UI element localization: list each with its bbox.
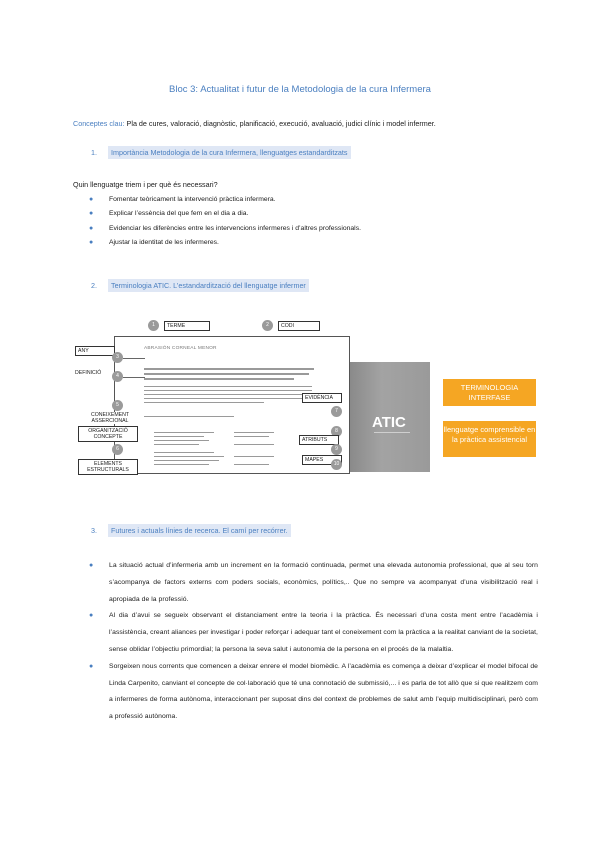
marker-5: 5 xyxy=(112,400,123,411)
label-mapes: MAPES xyxy=(302,455,342,465)
label-definicio: DEFINICIÓ xyxy=(75,370,102,376)
list-item: ● La situació actual d’infermeria amb un increment en la formació continuada, permet una elevada autonomia professional, que al seu torn s’acompanya de factors externs com poders socials, econòmics, polítics,.. Que no sempre va acompanyat d’una visibilització real i apropiada de la professió. xyxy=(73,558,538,608)
section-number: 3. xyxy=(91,526,97,535)
marker-2: 2 xyxy=(262,320,273,331)
section-number: 1. xyxy=(91,148,97,157)
label-codi: CODI xyxy=(278,321,320,331)
label-any: ANY xyxy=(75,346,115,356)
list-item: ● Fomentar teòricament la intervenció pràctica infermera. xyxy=(89,196,276,203)
terminology-interface-box: TERMINOLOGIA INTERFASE xyxy=(442,378,537,407)
section-number: 2. xyxy=(91,281,97,290)
atic-book-cover xyxy=(350,362,430,472)
marker-10: 10 xyxy=(331,459,342,470)
key-concepts-label: Conceptes clau: xyxy=(73,119,125,128)
atic-diagram-figure xyxy=(74,316,349,474)
book-title: ATIC xyxy=(372,414,406,431)
label-coneixement: CONEIXEMENT ASSERCIONAL xyxy=(79,412,141,424)
marker-8: 8 xyxy=(331,426,342,437)
bullet-icon: ● xyxy=(89,662,94,670)
bullet-icon: ● xyxy=(89,210,94,218)
bullet-icon: ● xyxy=(89,224,94,232)
section3-bullet-list xyxy=(73,558,538,726)
section-title: Futures i actuals línies de recerca. El camí per recórrer. xyxy=(108,524,291,537)
list-item: ● Evidenciar les diferències entre les intervencions infermeres i d’altres professionals. xyxy=(89,224,361,232)
marker-7: 7 xyxy=(331,406,342,417)
bullet-icon: ● xyxy=(89,612,94,620)
marker-9: 9 xyxy=(331,444,342,455)
term-card-heading: ABRASIÓN CORNEAL MENOR xyxy=(144,346,217,351)
list-item: ● Ajustar la identitat de les infermeres. xyxy=(89,239,219,247)
comprehensible-language-box: llenguatge comprensible en la pràctica assistencial xyxy=(442,420,537,458)
list-item: ● Al dia d’avui se segueix observant el distanciament entre la teoria i la pràctica. És necessari d’una costa ment entre l’acadèmia i l’assistència, creant aliances per investigar i poder reforçar i adequar tant el coneixement com la pràctica a la realitat canviant de la societat, sense oblidar l’objectiu primordial; la persona la seva salut i autonomia de la persona en el procés de la malaltia. xyxy=(73,608,538,658)
list-item: ● Sorgeixen nous corrents que comencen a deixar enrere el model biomèdic. A l’acadèmia es comença a deixar d’explicar el model bifocal de Linda Carpenito, canviant el concepte de col·laboració que té una connotació de submissió,... i es parla de tot allò que si que realitzem com a infermeres de forma autònoma, interaccionant per suposat dins del context de problemes de salut amb l’equip multidisciplinari, però com a professió autònoma. xyxy=(73,659,538,726)
term-card xyxy=(114,336,350,474)
marker-3: 3 xyxy=(112,352,123,363)
label-elements: ELEMENTS ESTRUCTURALS xyxy=(78,459,138,475)
section1-question: Quin llenguatge triem i per què és necessari? xyxy=(73,180,218,189)
label-evidencia: EVIDÈNCIA xyxy=(302,393,342,403)
section-title: Importància Metodologia de la cura Infermera, llenguatges estandarditzats xyxy=(108,146,351,159)
list-item: ● Explicar l’essència del que fem en el dia a dia. xyxy=(89,210,249,218)
marker-4: 4 xyxy=(112,371,123,382)
bullet-icon: ● xyxy=(89,239,94,247)
label-terme: TERME xyxy=(164,321,210,331)
marker-1: 1 xyxy=(148,320,159,331)
section-title: Terminologia ATIC. L’estandardització del llenguatge infermer xyxy=(108,279,309,292)
bullet-icon: ● xyxy=(89,196,94,203)
bullet-icon: ● xyxy=(89,562,94,569)
document-title: Bloc 3: Actualitat i futur de la Metodologia de la cura Infermera xyxy=(169,84,431,95)
marker-6: 6 xyxy=(112,444,123,455)
label-atributs: ATRIBUTS xyxy=(299,435,339,445)
key-concepts xyxy=(73,119,543,128)
key-concepts-text: Pla de cures, valoració, diagnòstic, planificació, execució, avaluació, judici clínic i model infermer. xyxy=(126,119,436,128)
label-organitzacio: ORGANITZACIÓ CONCEPTE xyxy=(78,426,138,442)
section1-bullet-list xyxy=(73,196,538,254)
